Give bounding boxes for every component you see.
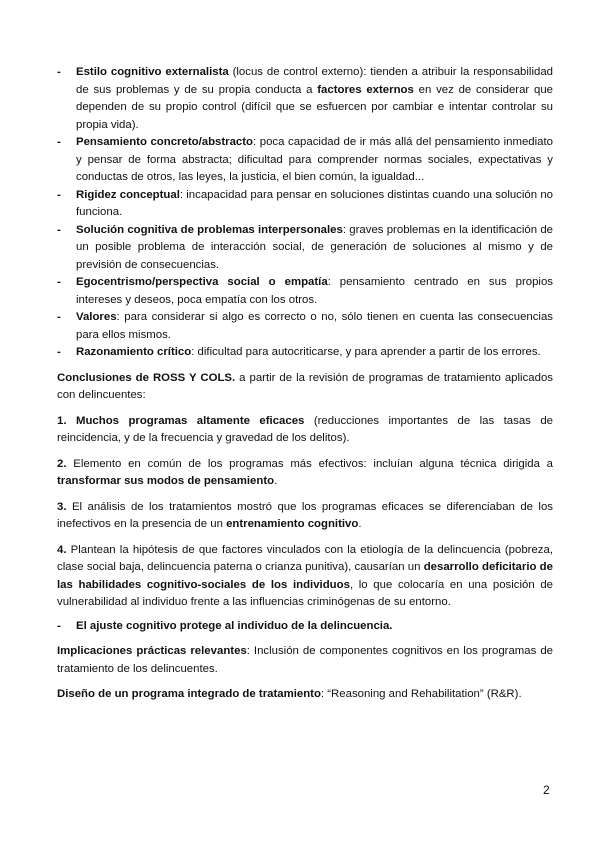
point-emphasis: transformar sus modos de pensamiento — [57, 475, 275, 487]
implications-title: Implicaciones prácticas relevantes — [57, 645, 247, 657]
highlight-text: El ajuste cognitivo protege al individuo de la delincuencia. — [76, 619, 393, 632]
list-item-title: Egocentrismo/perspectiva social o empatía — [76, 276, 328, 288]
list-item — [57, 222, 553, 275]
point-number: 2. — [57, 457, 67, 470]
point-1 — [57, 413, 553, 448]
list-item-title: Estilo cognitivo externalista — [76, 66, 229, 78]
point-text: El análisis de los tratamientos mostró que los programas eficaces se diferenciaban de los inefectivos en la presencia de un — [57, 500, 553, 530]
highlight-list — [57, 618, 553, 636]
list-item-text: : para considerar si algo es correcto o no, sólo tienen en cuenta las consecuencias para ellos mismos. — [76, 311, 553, 341]
point-emphasis: Muchos programas altamente eficaces — [66, 414, 305, 427]
point-2 — [57, 456, 553, 491]
design-paragraph — [57, 686, 553, 704]
page-number: 2 — [543, 783, 550, 797]
point-text: Plantean la hipótesis de que factores vinculados con la etiología de la delincuencia (pobreza, clase social baja, delincuencia paterna o crianza punitiva), causarían un — [57, 543, 553, 573]
point-number: 3. — [57, 500, 67, 513]
point-text: . — [358, 518, 362, 530]
list-item-text: : dificultad para autocriticarse, y para aprender a partir de los errores. — [191, 346, 541, 358]
conclusions-title: Conclusiones de ROSS Y COLS. — [57, 371, 236, 384]
list-item-title: Solución cognitiva de problemas interpersonales — [76, 223, 343, 236]
point-text: . — [274, 475, 278, 487]
design-text: : “Reasoning and Rehabilitation” (R&R). — [320, 688, 522, 700]
point-emphasis: desarrollo deficitario de las habilidades cognitivo-sociales de los individuos — [57, 561, 553, 591]
implications-paragraph — [57, 643, 553, 678]
conclusions-paragraph — [57, 370, 553, 405]
list-item-text: : pensamiento centrado en sus propios intereses y deseos, poca empatía con los otros. — [76, 276, 553, 306]
list-item-title: Rigidez conceptual — [76, 188, 180, 201]
implications-text: : Inclusión de componentes cognitivos en los programas de tratamiento de los delincuentes. — [57, 645, 554, 675]
list-item-text: : poca capacidad de ir más allá del pensamiento inmediato y pensar de forma abstracta; dificultad para comprender normas sociales, expectativas y conductas de otros, las leyes, la justicia, el bien común, la igualdad... — [76, 136, 553, 183]
list-item — [57, 618, 553, 636]
list-item-title: Pensamiento concreto/abstracto — [76, 136, 254, 148]
point-text: (reducciones importantes de las tasas de reincidencia, y de la frecuencia y gravedad de los delitos). — [57, 414, 553, 444]
list-item-title: Razonamiento crítico — [76, 346, 192, 358]
point-3 — [57, 499, 553, 534]
list-item-title: Valores — [76, 311, 117, 323]
point-text: , lo que colocaría en una posición de vulnerabilidad al individuo frente a las influencias criminógenas de su entorno. — [57, 578, 554, 608]
list-item-text: en vez de considerar que dependen de su propio control (difícil que se esfuercen por cambiar e intentar controlar su propia vida). — [76, 83, 554, 131]
list-item — [57, 64, 553, 134]
list-item-emphasis: factores externos — [317, 83, 414, 96]
point-4 — [57, 542, 553, 612]
list-item — [57, 309, 553, 344]
point-text: Elemento en común de los programas más efectivos: incluían alguna técnica dirigida a — [66, 457, 553, 470]
cognitive-traits-list — [57, 64, 553, 362]
list-item — [57, 274, 553, 309]
point-emphasis: entrenamiento cognitivo — [226, 518, 359, 530]
document-body — [57, 64, 553, 704]
list-item-text: (locus de control externo): tienden a atribuir la responsabilidad de sus problemas y de su propia conducta a — [76, 66, 553, 96]
list-item — [57, 344, 553, 362]
point-number: 4. — [57, 543, 67, 556]
list-item-text: : graves problemas en la identificación de un posible problema de interacción social, de generación de soluciones al mismo y de previsión de consecuencias. — [76, 223, 553, 271]
list-item-text: : incapacidad para pensar en soluciones distintas cuando una solución no funciona. — [76, 188, 553, 218]
list-item — [57, 134, 553, 187]
design-title: Diseño de un programa integrado de tratamiento — [57, 688, 321, 700]
list-item — [57, 187, 553, 222]
point-number: 1. — [57, 414, 67, 427]
conclusions-text: a partir de la revisión de programas de tratamiento aplicados con delincuentes: — [57, 371, 553, 401]
